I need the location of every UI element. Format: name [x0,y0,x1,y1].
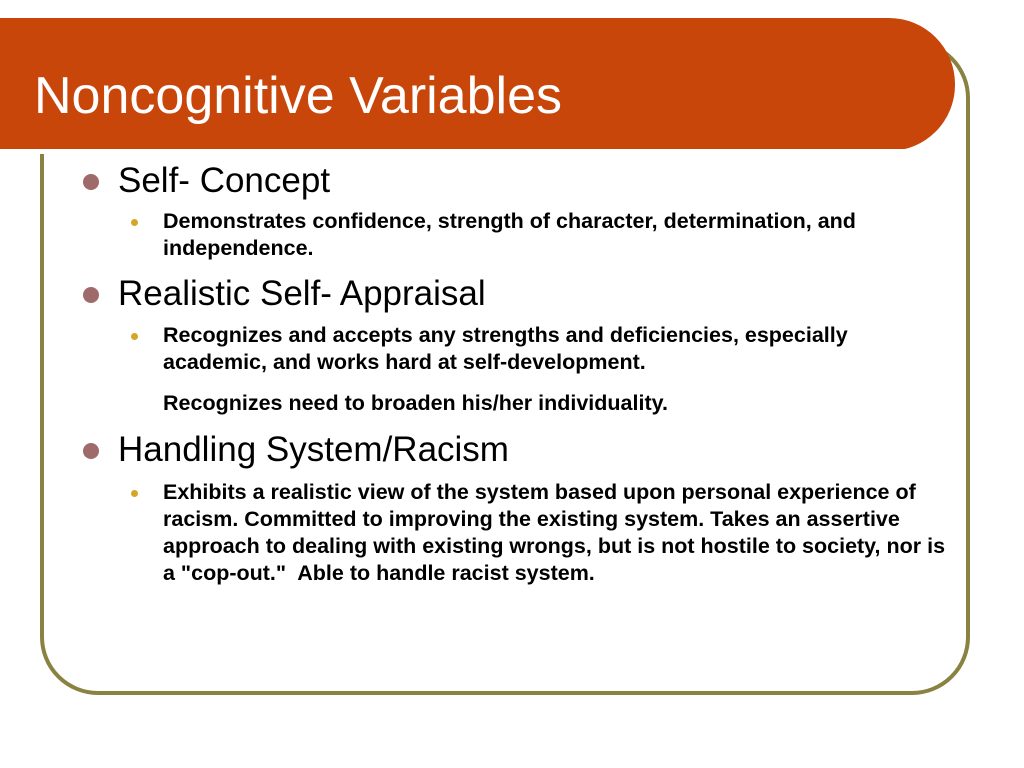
bullet-icon [83,287,99,303]
point-self-appraisal: Recognizes and accepts any strengths and deficiencies, especially academic, and works hard at self-development. [163,323,848,374]
bullet-icon [83,174,99,190]
section-heading-system-racism: Handling System/Racism [118,430,509,469]
point-system-racism [163,479,953,587]
bullet-icon [83,443,99,459]
sub-bullet-icon [131,490,138,497]
point-system-racism-text: Exhibits a realistic view of the system based upon personal experience of racism. Committed to improving the existing system. Takes an assertive approach to dealing with existing wrongs, but is not hostile to society, nor is a "cop-out." [163,480,946,585]
sub-bullet-icon [131,333,138,340]
point-self-appraisal-continued: Recognizes need to broaden his/her individuality. [163,391,668,415]
point-self-concept: Demonstrates confidence, strength of character, determination, and independence. [163,209,856,260]
slide-title: Noncognitive Variables [34,67,562,125]
point-system-racism-continued: Able to handle racist system. [297,561,595,585]
section-heading-self-concept: Self- Concept [118,161,331,200]
sub-bullet-icon [131,219,138,226]
section-heading-self-appraisal: Realistic Self- Appraisal [118,274,486,313]
